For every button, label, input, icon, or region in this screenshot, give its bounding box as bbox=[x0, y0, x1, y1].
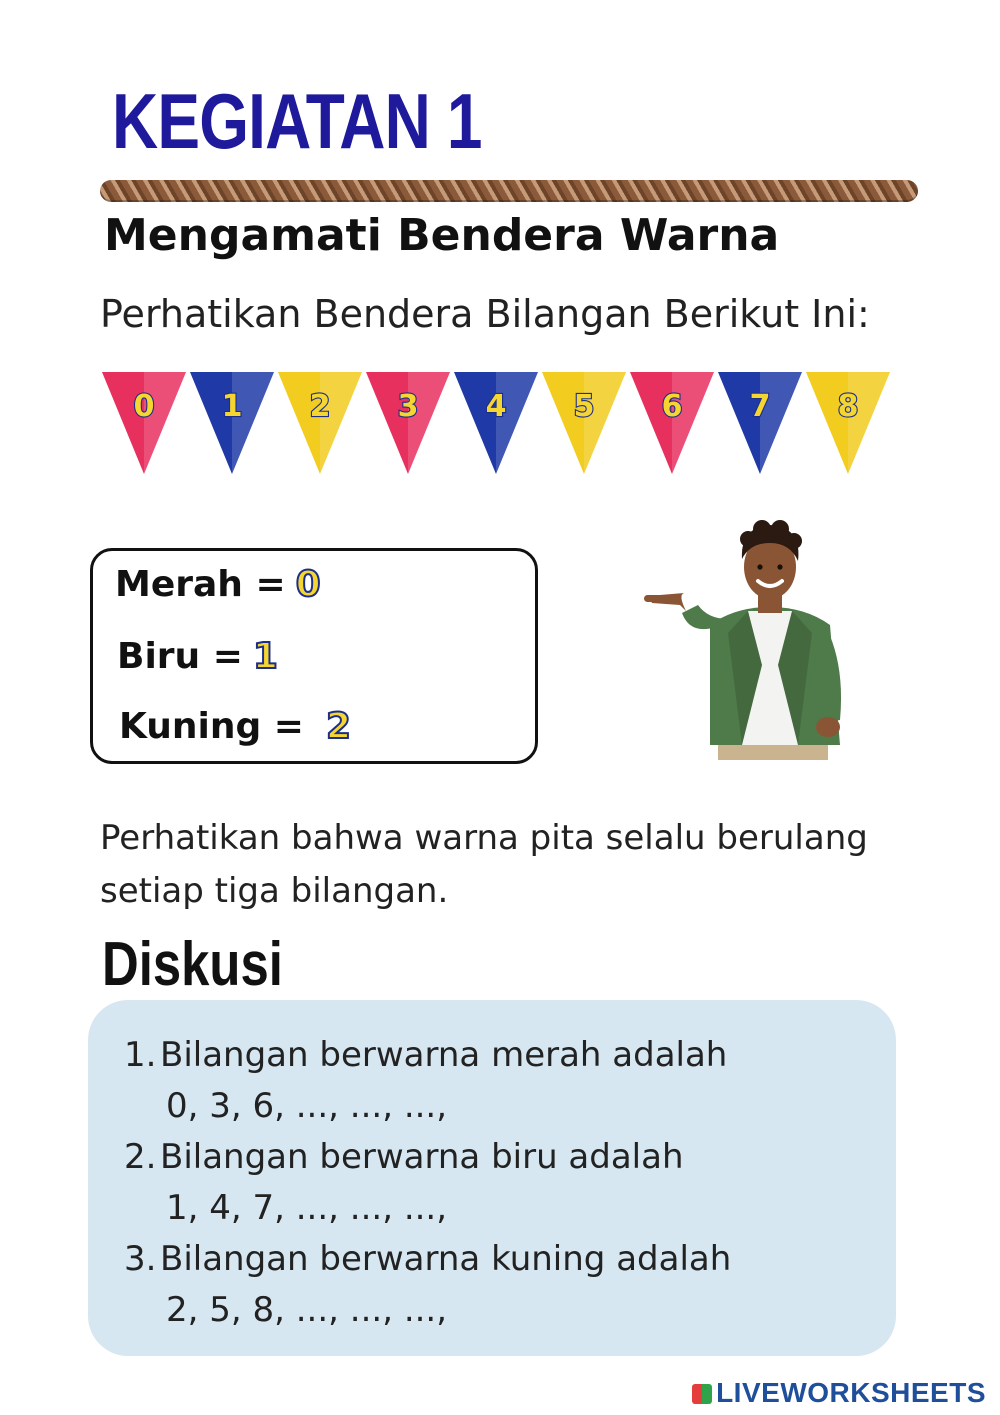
legend-value: 2 bbox=[325, 706, 352, 747]
list-item bbox=[124, 1030, 731, 1132]
flag-number: 5 bbox=[573, 389, 595, 424]
item-question: Bilangan berwarna merah adalah bbox=[160, 1035, 728, 1075]
flag-0 bbox=[102, 372, 186, 474]
legend-value: 0 bbox=[295, 564, 321, 605]
item-sequence: 2, 5, 8, ..., ..., ..., bbox=[166, 1290, 448, 1330]
item-question: Bilangan berwarna biru adalah bbox=[160, 1137, 684, 1177]
page-title: KEGIATAN 1 bbox=[112, 77, 482, 165]
flag-number: 1 bbox=[221, 389, 243, 424]
flag-8 bbox=[806, 372, 890, 474]
flag-number: 7 bbox=[749, 389, 771, 424]
flag-number: 4 bbox=[485, 389, 507, 424]
legend-value: 1 bbox=[252, 636, 278, 677]
flag-number: 3 bbox=[397, 389, 419, 424]
item-number: 2. bbox=[124, 1137, 157, 1177]
flag-number: 2 bbox=[309, 389, 331, 424]
pointing-man-icon bbox=[640, 515, 860, 760]
flag-number: 8 bbox=[837, 389, 859, 424]
discussion-title: Diskusi bbox=[102, 930, 283, 999]
list-item bbox=[124, 1234, 731, 1336]
item-number: 1. bbox=[124, 1035, 157, 1075]
section-subtitle: Mengamati Bendera Warna bbox=[104, 210, 780, 261]
flag-5 bbox=[542, 372, 626, 474]
flag-4 bbox=[454, 372, 538, 474]
flag-1 bbox=[190, 372, 274, 474]
flag-3 bbox=[366, 372, 450, 474]
flag-6 bbox=[630, 372, 714, 474]
discussion-list bbox=[124, 1030, 731, 1336]
legend-label: Biru = bbox=[117, 636, 243, 677]
brand-watermark[interactable] bbox=[692, 1377, 986, 1409]
intro-text: Perhatikan Bendera Bilangan Berikut Ini: bbox=[100, 292, 870, 336]
flag-2 bbox=[278, 372, 362, 474]
legend-row-yellow bbox=[119, 706, 352, 747]
item-question: Bilangan berwarna kuning adalah bbox=[160, 1239, 732, 1279]
legend-label: Merah = bbox=[115, 564, 286, 605]
flag-7 bbox=[718, 372, 802, 474]
legend-row-red bbox=[115, 564, 321, 605]
brand-text: LIVEWORKSHEETS bbox=[716, 1377, 986, 1408]
color-legend-box bbox=[90, 548, 538, 764]
list-item bbox=[124, 1132, 731, 1234]
flag-number: 6 bbox=[661, 389, 683, 424]
number-flags-banner bbox=[100, 372, 890, 482]
legend-label: Kuning = bbox=[119, 706, 304, 747]
note-text: Perhatikan bahwa warna pita selalu berulang setiap tiga bilangan. bbox=[100, 818, 868, 911]
item-number: 3. bbox=[124, 1239, 157, 1279]
flag-number: 0 bbox=[133, 389, 155, 424]
rope-divider-icon bbox=[100, 180, 918, 202]
item-sequence: 0, 3, 6, ..., ..., ..., bbox=[166, 1086, 448, 1126]
liveworksheets-logo-icon bbox=[692, 1384, 712, 1404]
legend-row-blue bbox=[117, 636, 278, 677]
discussion-box bbox=[88, 1000, 896, 1356]
item-sequence: 1, 4, 7, ..., ..., ..., bbox=[166, 1188, 448, 1228]
